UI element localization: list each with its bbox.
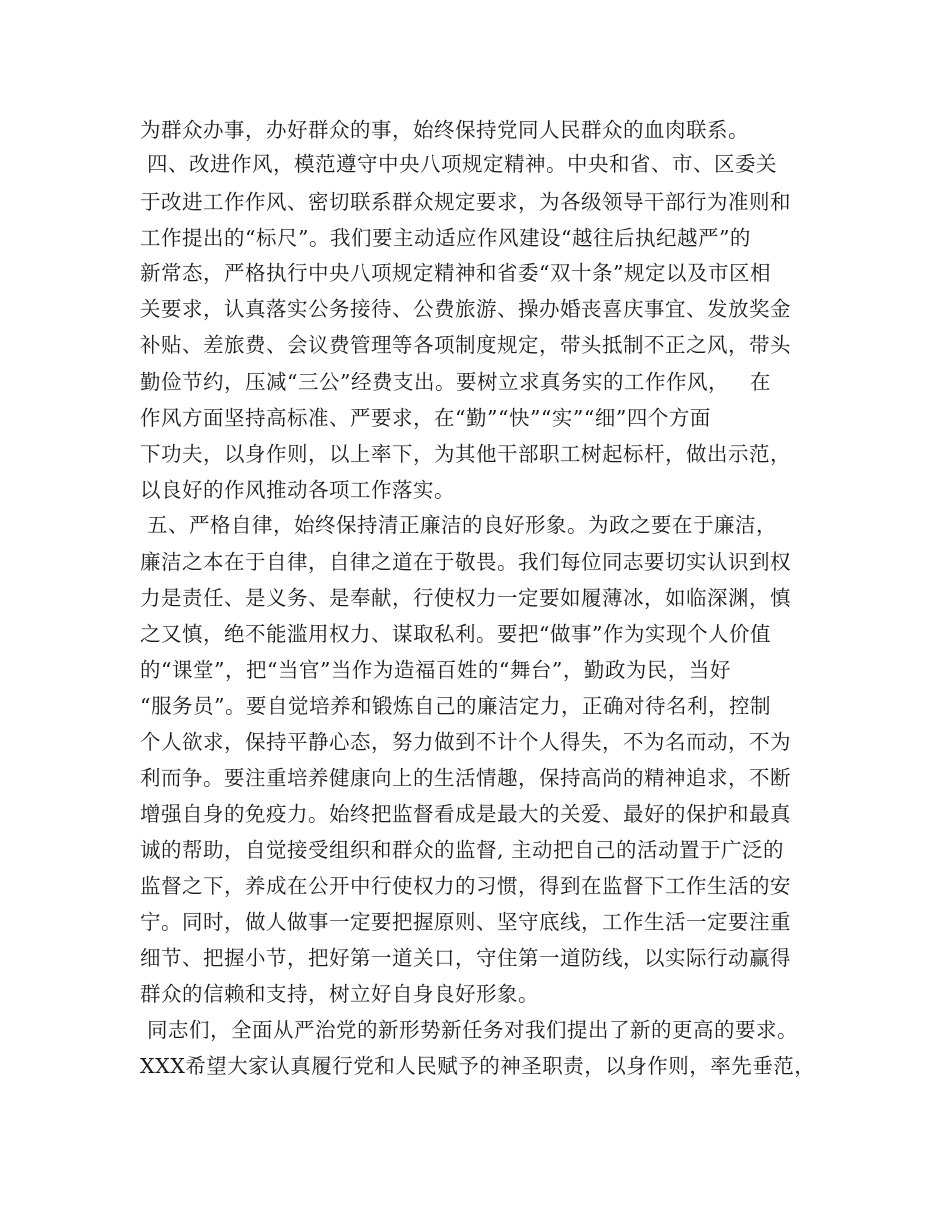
text-line: 之又慎，绝不能滥用权力、谋取私利。要把“做事”作为实现个人价值 [140, 622, 771, 646]
text-line: 利而争。要注重培养健康向上的生活情趣，保持高尚的精神追求，不断 [140, 766, 791, 790]
text-line: 的“课堂”，把“当官”当作为造福百姓的“舞台”，勤政为民，当好 [140, 658, 731, 682]
text-line: 廉洁之本在于自律，自律之道在于敬畏。我们每位同志要切实认识到权 [140, 550, 791, 574]
text-line: 以良好的作风推动各项工作落实。 [140, 478, 455, 502]
text-line: 监督之下，养成在公开中行使权力的习惯，得到在监督下工作生活的安 [140, 874, 791, 898]
text-line: 群众的信赖和支持，树立好自身良好形象。 [140, 982, 539, 1006]
text-line: 宁。同时，做人做事一定要把握原则、坚守底线，工作生活一定要注重 [140, 910, 791, 934]
text-line: 关要求，认真落实公务接待、公费旅游、操办婚丧喜庆事宜、发放奖金 [140, 297, 791, 321]
text-line: 个人欲求，保持平静心态，努力做到不计个人得失，不为名而动，不为 [140, 730, 791, 754]
text-line: 工作提出的“标尺”。我们要主动适应作风建设“越往后执纪越严”的 [140, 226, 751, 250]
text-line: 四、改进作风，模范遵守中央八项规定精神。中央和省、市、区委关 [140, 152, 778, 176]
text-line: 五、严格自律，始终保持清正廉洁的良好形象。为政之要在于廉洁， [140, 513, 778, 537]
text-line: 同志们，全面从严治党的新形势新任务对我们提出了新的更高的要求。 [140, 1018, 799, 1042]
text-line: 新常态，严格执行中央八项规定精神和省委“双十条”规定以及市区相 [140, 261, 771, 285]
text-line: 勤俭节约，压减“三公”经费支出。要树立求真务实的工作作风， 在 [140, 370, 772, 394]
text-line: XXX希望大家认真履行党和人民赋予的神圣职责，以身作则，率先垂范， [140, 1054, 816, 1078]
text-line: 细节、把握小节，把好第一道关口，守住第一道防线，以实际行动赢得 [140, 946, 791, 970]
text-line: 作风方面坚持高标准、严要求，在“勤”“快”“实”“细”四个方面 [140, 406, 711, 430]
text-line: 增强自身的免疫力。始终把监督看成是最大的关爱、最好的保护和最真 [140, 802, 791, 826]
text-line: “服务员”。要自觉培养和锻炼自己的廉洁定力，正确对待名利，控制 [140, 694, 771, 718]
text-line: 力是责任、是义务、是奉献，行使权力一定要如履薄冰，如临深渊，慎 [140, 586, 791, 610]
text-line: 于改进工作作风、密切联系群众规定要求，为各级领导干部行为准则和 [140, 190, 791, 214]
text-line: 诚的帮助，自觉接受组织和群众的监督, 主动把自己的活动置于广泛的 [140, 838, 785, 862]
text-line: 下功夫，以身作则，以上率下，为其他干部职工树起标杆，做出示范， [140, 442, 791, 466]
text-line: 为群众办事，办好群众的事，始终保持党同人民群众的血肉联系。 [140, 118, 749, 142]
text-line: 补贴、差旅费、会议费管理等各项制度规定，带头抵制不正之风，带头 [140, 333, 791, 357]
